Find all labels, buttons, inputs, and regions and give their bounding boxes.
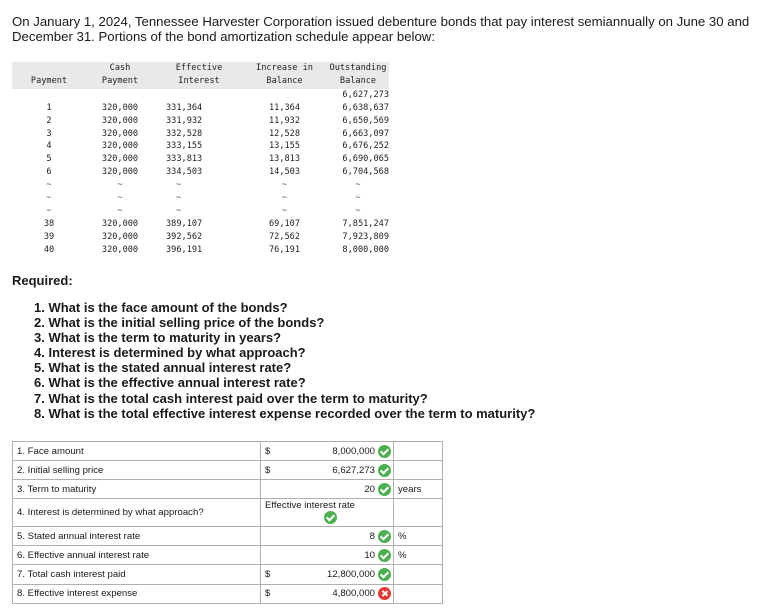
- schedule-row: [12, 179, 389, 192]
- effective-interest: 389,107: [166, 218, 203, 229]
- currency-symbol: [261, 527, 280, 546]
- schedule-row: [12, 192, 389, 205]
- cash-payment: 320,000: [101, 218, 139, 229]
- correct-check-icon: [378, 464, 391, 477]
- correct-check-icon: [378, 530, 391, 543]
- correct-check-icon: [378, 568, 391, 581]
- schedule-row: [12, 153, 389, 166]
- payment-number: 40: [43, 244, 55, 255]
- payment-number: 1: [46, 102, 52, 113]
- face-amount-input[interactable]: 8,000,000: [279, 442, 394, 461]
- unit-cell: [394, 584, 443, 603]
- answer-row-interest-approach: [13, 499, 443, 527]
- effective-interest: 392,562: [166, 231, 203, 242]
- question-item: 7. What is the total cash interest paid over the term to maturity?: [34, 390, 428, 406]
- answer-row-term-to-maturity: [13, 480, 443, 499]
- outstanding-balance: ~: [355, 205, 361, 216]
- question-item: 6. What is the effective annual interest rate?: [34, 375, 306, 391]
- outstanding-balance: 7,851,247: [342, 218, 389, 229]
- outstanding-balance: 6,676,252: [342, 141, 389, 152]
- header-effective-interest: Effective Interest: [154, 62, 242, 89]
- cash-payment: ~: [117, 180, 123, 191]
- effective-rate-input[interactable]: 10: [279, 546, 394, 565]
- effective-interest: 334,503: [166, 167, 203, 178]
- currency-symbol: $: [261, 461, 280, 480]
- answer-label: 1. Face amount: [13, 442, 261, 461]
- cash-payment: 320,000: [101, 244, 139, 255]
- currency-symbol: $: [261, 565, 280, 584]
- effective-interest: 331,932: [166, 115, 203, 126]
- schedule-row: [12, 244, 389, 257]
- answer-label: 6. Effective annual interest rate: [13, 546, 261, 565]
- effective-interest: ~: [176, 205, 182, 216]
- payment-number: 2: [46, 115, 52, 126]
- answer-label: 7. Total cash interest paid: [13, 565, 261, 584]
- outstanding-balance: 8,000,000: [342, 244, 389, 255]
- outstanding-balance: 6,663,097: [342, 128, 389, 139]
- question-item: 5. What is the stated annual interest rate?: [34, 360, 292, 376]
- outstanding-balance: 7,923,809: [342, 231, 389, 242]
- unit-cell: [394, 461, 443, 480]
- correct-check-icon: [378, 445, 391, 458]
- payment-number: ~: [46, 193, 52, 204]
- increase-in-balance: ~: [281, 180, 288, 191]
- effective-interest: 396,191: [166, 244, 203, 255]
- outstanding-balance: 6,650,569: [342, 115, 389, 126]
- effective-interest: 333,813: [166, 154, 203, 165]
- payment-number: 5: [46, 154, 52, 165]
- answer-label: 8. Effective interest expense: [13, 584, 261, 603]
- question-item: 3. What is the term to maturity in years?: [34, 330, 282, 346]
- cash-payment: 320,000: [101, 102, 139, 113]
- answer-label: 3. Term to maturity: [13, 480, 261, 499]
- effective-interest: 333,155: [166, 141, 203, 152]
- outstanding-balance: 6,690,065: [342, 154, 389, 165]
- cash-payment: 320,000: [101, 128, 139, 139]
- header-outstanding-balance: Outstanding Balance: [327, 62, 389, 89]
- amortization-schedule: [12, 62, 389, 257]
- currency-symbol: $: [261, 584, 280, 603]
- answer-label: 4. Interest is determined by what approach?: [13, 499, 261, 527]
- term-to-maturity-input[interactable]: 20: [279, 480, 394, 499]
- currency-symbol: [261, 480, 280, 499]
- cash-payment: 320,000: [101, 231, 139, 242]
- cash-payment: ~: [117, 193, 123, 204]
- schedule-row: [12, 140, 389, 153]
- correct-check-icon: [378, 549, 391, 562]
- initial-selling-price-input[interactable]: 6,627,273: [279, 461, 394, 480]
- increase-in-balance: 69,107: [268, 218, 301, 229]
- cash-payment: 320,000: [101, 154, 139, 165]
- schedule-row: [12, 205, 389, 218]
- cash-payment: 320,000: [101, 167, 139, 178]
- effective-interest: ~: [176, 180, 182, 191]
- incorrect-x-icon: [378, 587, 391, 600]
- schedule-row: [12, 128, 389, 141]
- answer-row-effective-rate: [13, 546, 443, 565]
- total-cash-interest-input[interactable]: 12,800,000: [279, 565, 394, 584]
- answer-table: [12, 441, 443, 604]
- opening-balance: 6,627,273: [342, 89, 389, 100]
- answer-row-stated-rate: [13, 527, 443, 546]
- header-cash-payment: Cash Payment: [86, 62, 154, 89]
- answer-row-face-amount: [13, 442, 443, 461]
- unit-cell: [394, 442, 443, 461]
- increase-in-balance: 72,562: [268, 231, 301, 242]
- cash-payment: ~: [117, 205, 123, 216]
- increase-in-balance: 14,503: [268, 167, 301, 178]
- correct-check-icon: [324, 511, 337, 524]
- cash-payment: 320,000: [101, 115, 139, 126]
- answer-row-initial-selling-price: [13, 461, 443, 480]
- schedule-row: [12, 102, 389, 115]
- schedule-header-row: [12, 62, 389, 89]
- header-payment: Payment: [12, 62, 86, 89]
- payment-number: ~: [46, 205, 52, 216]
- schedule-row: [12, 115, 389, 128]
- cash-payment: 320,000: [101, 141, 139, 152]
- opening-balance-row: [12, 89, 389, 102]
- answer-row-effective-interest-expense: [13, 584, 443, 603]
- interest-approach-select[interactable]: Effective interest rate: [261, 499, 394, 527]
- schedule-row: [12, 231, 389, 244]
- increase-in-balance: 76,191: [268, 244, 301, 255]
- unit-cell: [394, 565, 443, 584]
- question-item: 1. What is the face amount of the bonds?: [34, 300, 288, 315]
- increase-in-balance: 13,155: [268, 141, 301, 152]
- question-item: 8. What is the total effective interest expense recorded over the term to maturity?: [34, 405, 536, 421]
- effective-interest: ~: [176, 193, 182, 204]
- outstanding-balance: ~: [355, 180, 361, 191]
- answer-label: 5. Stated annual interest rate: [13, 527, 261, 546]
- schedule-row: [12, 218, 389, 231]
- increase-in-balance: 11,364: [268, 102, 301, 113]
- outstanding-balance: 6,704,568: [342, 167, 389, 178]
- required-heading: Required:: [12, 273, 73, 288]
- payment-number: 3: [46, 128, 52, 139]
- currency-symbol: [261, 546, 280, 565]
- increase-in-balance: 12,528: [268, 128, 301, 139]
- correct-check-icon: [378, 483, 391, 496]
- payment-number: 4: [46, 141, 52, 152]
- effective-interest: 332,528: [166, 128, 203, 139]
- unit-label: %: [394, 527, 443, 546]
- effective-interest: 331,364: [166, 102, 203, 113]
- answer-row-total-cash-interest: [13, 565, 443, 584]
- payment-number: ~: [46, 180, 52, 191]
- increase-in-balance: 13,813: [268, 154, 301, 165]
- stated-rate-input[interactable]: 8: [279, 527, 394, 546]
- increase-in-balance: ~: [281, 193, 288, 204]
- question-item: 2. What is the initial selling price of the bonds?: [34, 315, 325, 331]
- increase-in-balance: 11,932: [268, 115, 301, 126]
- payment-number: 6: [46, 167, 52, 178]
- answer-label: 2. Initial selling price: [13, 461, 261, 480]
- problem-intro: On January 1, 2024, Tennessee Harvester Corporation issued debenture bonds that pay interest semiannually on June 30 and December 31. Portions of the bond amortization schedule appear below:: [12, 14, 750, 44]
- question-item: 4. Interest is determined by what approach?: [34, 345, 306, 361]
- payment-number: 39: [43, 231, 55, 242]
- unit-label: %: [394, 546, 443, 565]
- header-increase-in-balance: Increase in Balance: [242, 62, 327, 89]
- outstanding-balance: 6,638,637: [342, 102, 389, 113]
- currency-symbol: $: [261, 442, 280, 461]
- unit-label: years: [394, 480, 443, 499]
- outstanding-balance: ~: [355, 193, 361, 204]
- schedule-row: [12, 166, 389, 179]
- unit-cell: [394, 499, 443, 527]
- effective-interest-expense-input[interactable]: 4,800,000: [279, 584, 394, 603]
- increase-in-balance: ~: [281, 205, 288, 216]
- question-list: [34, 300, 535, 421]
- payment-number: 38: [43, 218, 55, 229]
